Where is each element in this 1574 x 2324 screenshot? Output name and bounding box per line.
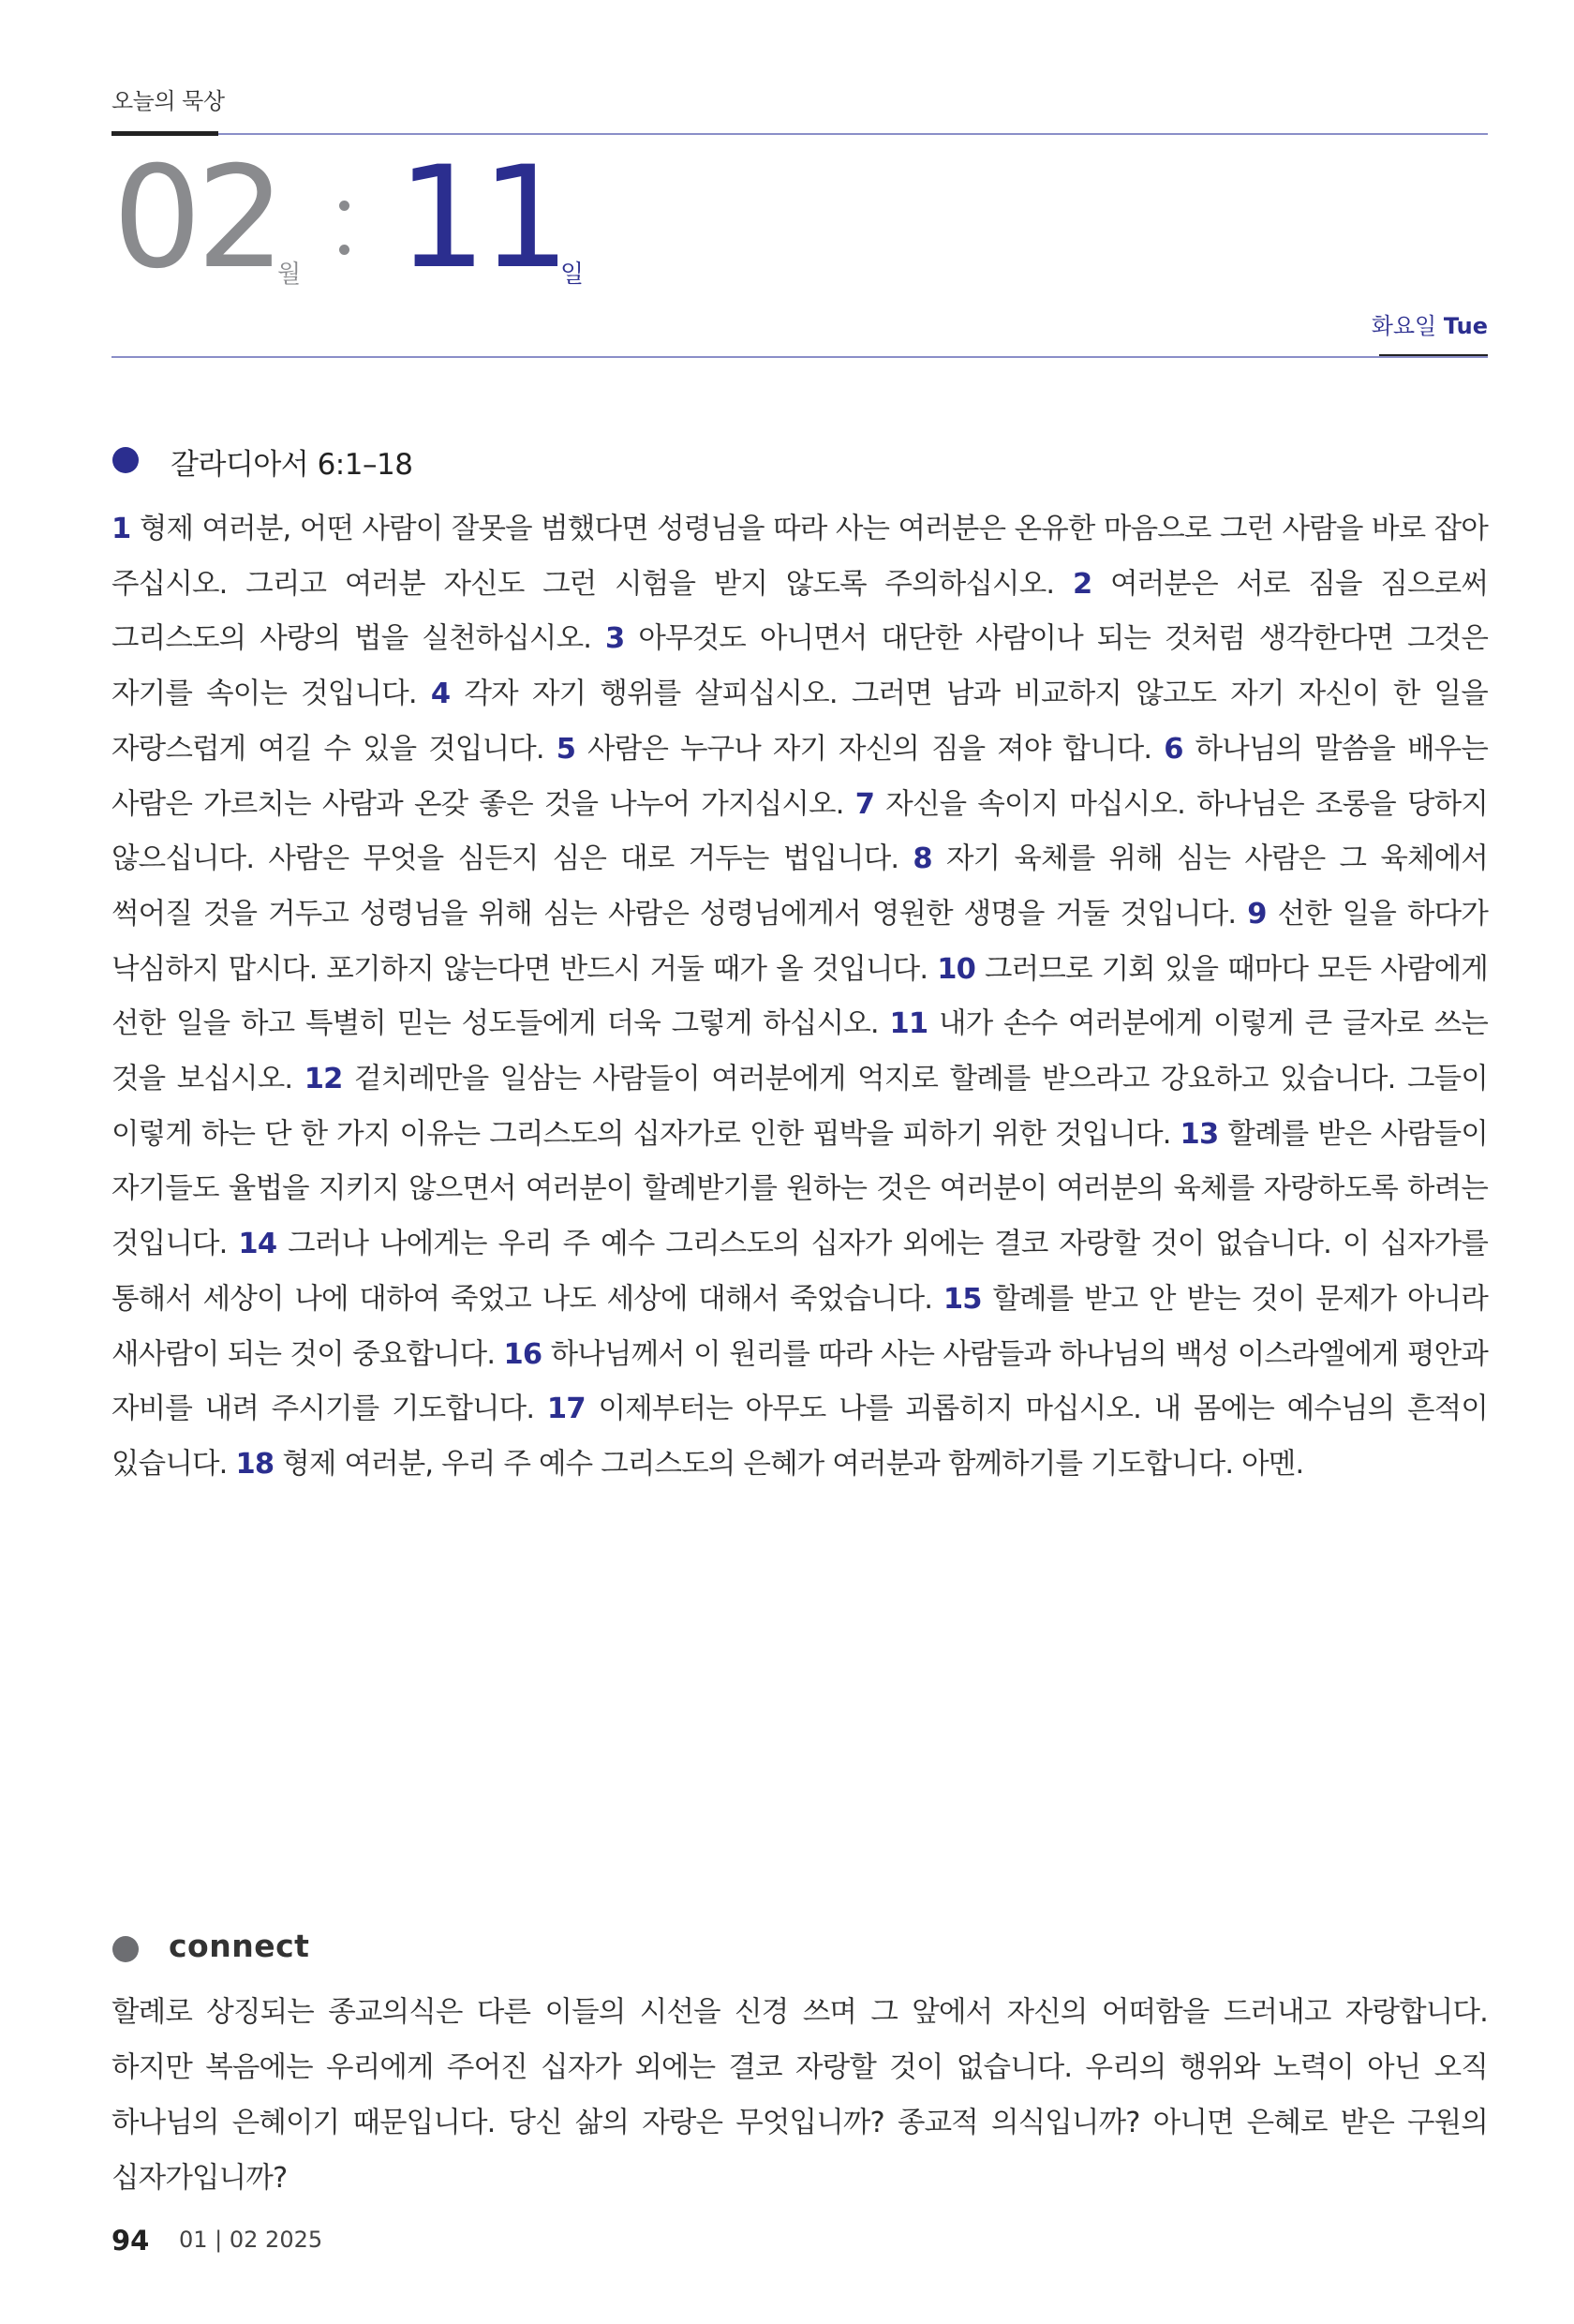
day-unit: 일 — [560, 261, 585, 289]
verse-number: 6 — [1164, 732, 1183, 766]
verse-number: 16 — [503, 1337, 542, 1371]
verse-number: 2 — [1072, 567, 1092, 601]
verse-number: 18 — [235, 1447, 275, 1481]
verse-number: 10 — [937, 952, 976, 986]
verse-text: 사람은 누구나 자기 자신의 짐을 져야 합니다. — [587, 732, 1152, 766]
verse-number: 14 — [238, 1228, 277, 1261]
verse-number: 1 — [111, 513, 131, 545]
verse-number: 15 — [943, 1282, 982, 1316]
verse-text: 선한 일을 하다가 낙심하지 맙시다. 포기하지 않는다면 반드시 거둘 때가 올 것입니다. — [111, 897, 1488, 986]
month-number: 02 — [112, 137, 280, 300]
verse-text: 형제 여러분, 어떤 사람이 잘못을 범했다면 성령님을 따라 사는 여러분은 온유한 마음으로 그런 사람을 바로 잡아 주십시오. 그리고 여러분 자신도 그런 시험을 받지 않도록 주의하십시오. — [111, 513, 1488, 601]
verse-number: 11 — [889, 1007, 928, 1041]
verse-text: 하나님께서 이 원리를 따라 사는 사람들과 하나님의 백성 이스라엘에게 평안과 자비를 내려 주시기를 기도합니다. — [111, 1337, 1488, 1426]
top-divider — [111, 133, 1488, 135]
verse-text: 할례를 받고 안 받는 것이 문제가 아니라 새사람이 되는 것이 중요합니다. — [111, 1282, 1488, 1371]
verse-text: 이제부터는 아무도 나를 괴롭히지 마십시오. 내 몸에는 예수님의 흔적이 있습니다. — [111, 1393, 1488, 1481]
verse-number: 8 — [913, 842, 932, 876]
date-separator — [339, 201, 350, 266]
verse-text: 각자 자기 행위를 살피십시오. 그러면 남과 비교하지 않고도 자기 자신이 한 일을 자랑스럽게 여길 수 있을 것입니다. — [111, 678, 1488, 766]
weekday — [1372, 307, 1488, 340]
verse-text: 자신을 속이지 마십시오. 하나님은 조롱을 당하지 않으십니다. 사람은 무엇을 심든지 심은 대로 거두는 법입니다. — [111, 787, 1488, 876]
weekday-english: Tue — [1443, 313, 1488, 339]
verse-text: 여러분은 서로 짐을 짐으로써 그리스도의 사랑의 법을 실천하십시오. — [111, 567, 1489, 656]
connect-bullet-icon — [112, 1936, 139, 1962]
section-label: 오늘의 묵상 — [111, 88, 225, 114]
verse-text: 형제 여러분, 우리 주 예수 그리스도의 은혜가 여러분과 함께하기를 기도합니다. 아멘. — [282, 1447, 1304, 1481]
scripture-bullet-icon — [112, 447, 139, 473]
verse-number: 5 — [556, 732, 576, 766]
scripture-passage — [111, 502, 1488, 1493]
verse-number: 4 — [430, 678, 451, 711]
verse-number: 12 — [304, 1063, 343, 1096]
verse-text: 그러나 나에게는 우리 주 예수 그리스도의 십자가 외에는 결코 자랑할 것이 없습니다. 이 십자가를 통해서 세상이 나에 대하여 죽었고 나도 세상에 대해서 죽었습니다. — [111, 1228, 1488, 1316]
connect-heading: connect — [169, 1928, 310, 1964]
issue-info: 01 | 02 2025 — [179, 2227, 323, 2253]
connect-text: 할례로 상징되는 종교의식은 다른 이들의 시선을 신경 쓰며 그 앞에서 자신의 어떠함을 드러내고 자랑합니다. 하지만 복음에는 우리에게 주어진 십자가 외에는 결코 자랑할 것이 없습니다. 우리의 행위와 노력이 아닌 오직 하나님의 은혜이기 때문입니다. 당신 삶의 자랑은 무엇입니까? 종교적 의식입니까? 아니면 은혜로 받은 구원의 십자가입니까? — [111, 1996, 1488, 2195]
verse-number: 17 — [546, 1393, 586, 1426]
verse-text: 자기 육체를 위해 심는 사람은 그 육체에서 썩어질 것을 거두고 성령님을 위해 심는 사람은 성령님에게서 영원한 생명을 거둘 것입니다. — [111, 842, 1488, 931]
verse-text: 겉치레만을 일삼는 사람들이 여러분에게 억지로 할례를 받으라고 강요하고 있습니다. 그들이 이렇게 하는 단 한 가지 이유는 그리스도의 십자가로 인한 핍박을 피하기 위한 것입니다. — [111, 1063, 1488, 1151]
page-number: 94 — [111, 2225, 150, 2257]
verse-text: 아무것도 아니면서 대단한 사람이나 되는 것처럼 생각한다면 그것은 자기를 속이는 것입니다. — [111, 622, 1488, 711]
verse-text: 하나님의 말씀을 배우는 사람은 가르치는 사람과 온갖 좋은 것을 나누어 가지십시오. — [111, 732, 1488, 821]
verse-number: 9 — [1247, 897, 1267, 931]
verse-number: 7 — [854, 787, 875, 821]
verse-text: 내가 손수 여러분에게 이렇게 큰 글자로 쓰는 것을 보십시오. — [111, 1007, 1488, 1096]
header-divider — [111, 356, 1488, 358]
verse-text: 할례를 받은 사람들이 자기들도 율법을 지키지 않으면서 여러분이 할례받기를 원하는 것은 여러분이 여러분의 육체를 자랑하도록 하려는 것입니다. — [111, 1117, 1489, 1261]
scripture-reference: 갈라디아서 6:1–18 — [171, 448, 413, 482]
verse-number: 3 — [605, 622, 625, 656]
weekday-korean: 화요일 — [1371, 313, 1437, 339]
month-unit: 월 — [277, 261, 302, 289]
top-divider-accent — [111, 131, 218, 136]
day-number: 11 — [397, 137, 565, 300]
verse-text: 그러므로 기회 있을 때마다 모든 사람에게 선한 일을 하고 특별히 믿는 성도들에게 더욱 그렇게 하십시오. — [111, 952, 1488, 1041]
verse-number: 13 — [1180, 1117, 1219, 1151]
